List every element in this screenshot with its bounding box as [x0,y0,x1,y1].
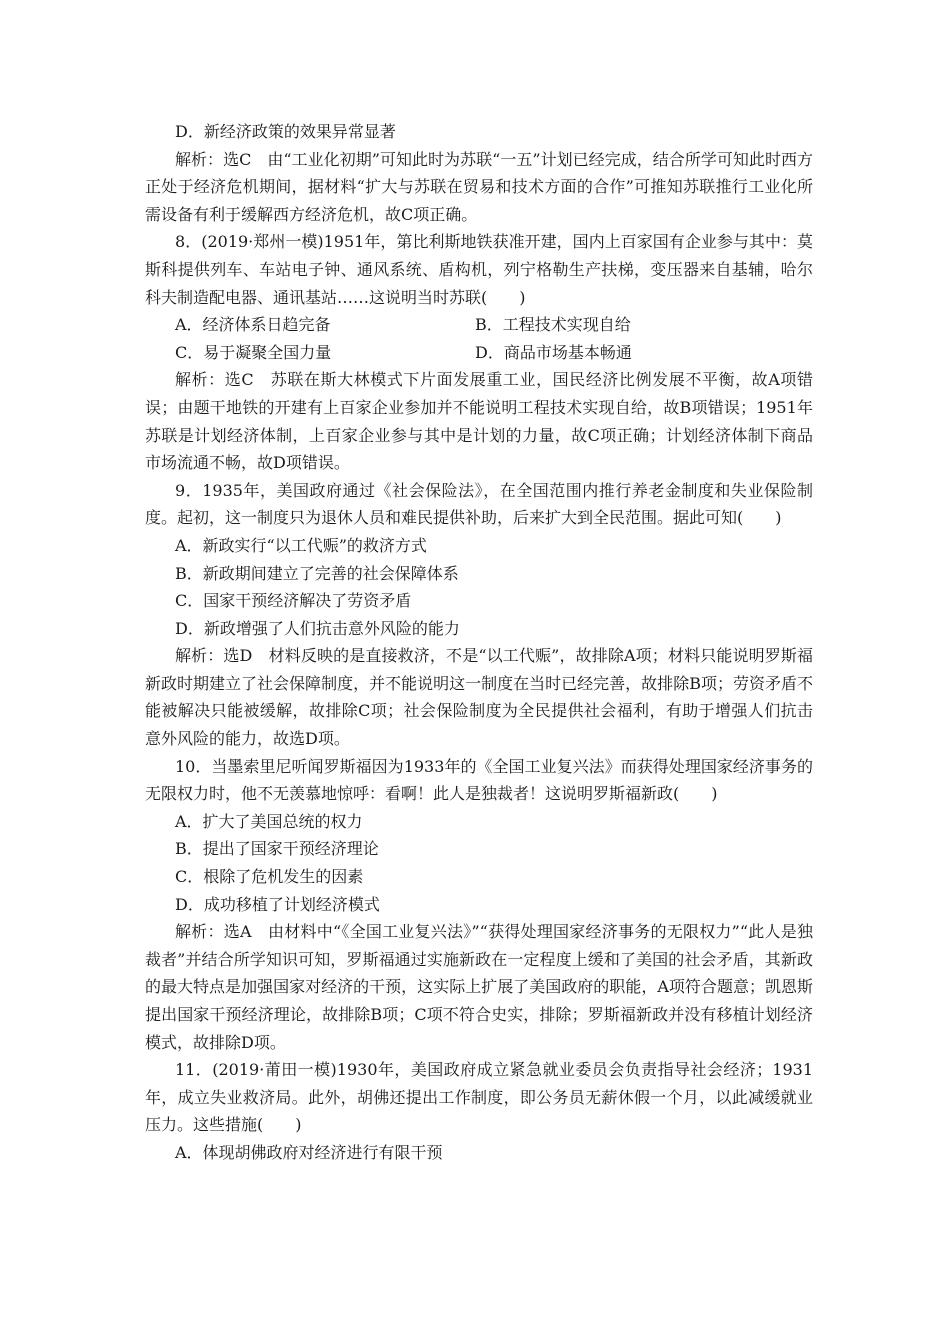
q10-option-b: B．提出了国家干预经济理论 [175,839,379,859]
q8-option-a: A．经济体系日趋完备 [175,315,331,335]
q9-option-c: C．国家干预经济解决了劳资矛盾 [175,591,412,611]
q8-options-row-2 [145,339,813,367]
q7-option-d: D．新经济政策的效果异常显著 [175,122,396,141]
q9-stem: 9．1935年，美国政府通过《社会保险法》，在全国范围内推行养老金制度和失业保险制度。起初，这一制度只为退休人员和难民提供补助，后来扩大到全民范围。据此可知( ) [145,480,813,528]
q10-option-c: C．根除了危机发生的因素 [175,867,364,887]
q8-option-c: C．易于凝聚全国力量 [175,342,332,362]
q7-analysis: 解析：选C 由“工业化初期”可知此时为苏联“一五”计划已经完成，结合所学可知此时西方正处于经济危机期间，据材料“扩大与苏联在贸易和技术方面的合作”可推知苏联推行工业化所需设备有利于缓解西方经济危机，故C项正确。 [145,149,813,224]
q11-option-a: A．体现胡佛政府对经济进行有限干预 [175,1142,443,1162]
q8-option-b: B．工程技术实现自给 [475,315,631,335]
q10-analysis: 解析：选A 由材料中“《全国工业复兴法》”“获得处理国家经济事务的无限权力”“此人是独裁者”并结合所学知识可知，罗斯福通过实施新政在一定程度上缓和了美国的社会矛盾，其新政的最大特点是加强国家对经济的干预，这实际上扩展了美国政府的职能，A项符合题意；凯恩斯提出国家干预经济理论，故排除B项；C项不符合史实，排除；罗斯福新政并没有移植计划经济模式，故排除D项。 [145,922,813,1052]
q10-option-d: D．成功移植了计划经济模式 [175,894,380,914]
q9-option-a: A．新政实行“以工代赈”的救济方式 [175,535,427,555]
q8-analysis: 解析：选C 苏联在斯大林模式下片面发展重工业，国民经济比例发展不平衡，故A项错误；由题干地铁的开建有上百家企业参加并不能说明工程技术实现自给，故B项错误；1951年苏联是计划经济体制，上百家企业参与其中是计划的力量，故C项正确；计划经济体制下商品市场流通不畅，故D项错误。 [145,370,813,473]
q9-option-b: B．新政期间建立了完善的社会保障体系 [175,563,459,583]
q8-options-row-1 [145,311,813,339]
q10-option-a: A．扩大了美国总统的权力 [175,811,363,831]
page-content [145,118,813,1167]
q9-analysis: 解析：选D 材料反映的是直接救济，不是“以工代赈”，故排除A项；材料只能说明罗斯福新政时期建立了社会保障制度，并不能说明这一制度在当时已经完善，故排除B项；劳资矛盾不能被解决只能被缓解，故排除C项；社会保险制度为全民提供社会福利，有助于增强人们抗击意外风险的能力，故选D项。 [145,646,813,749]
q10-stem: 10．当墨索里尼听闻罗斯福因为1933年的《全国工业复兴法》而获得处理国家经济事务的无限权力时，他不无羡慕地惊呼：看啊！此人是独裁者！这说明罗斯福新政( ) [145,756,813,804]
q11-stem: 11．(2019·莆田一模)1930年，美国政府成立紧急就业委员会负责指导社会经济；1931年，成立失业救济局。此外，胡佛还提出工作制度，即公务员无薪休假一个月，以此减缓就业压力。这些措施( ) [145,1060,813,1135]
q8-stem: 8．(2019·郑州一模)1951年，第比利斯地铁获准开建，国内上百家国有企业参与其中：莫斯科提供列车、车站电子钟、通风系统、盾构机，列宁格勒生产扶梯，变压器来自基辅，哈尔科夫制造配电器、通讯基站……这说明当时苏联( ) [145,232,813,307]
q9-option-d: D．新政增强了人们抗击意外风险的能力 [175,618,460,638]
q8-option-d: D．商品市场基本畅通 [475,342,632,362]
